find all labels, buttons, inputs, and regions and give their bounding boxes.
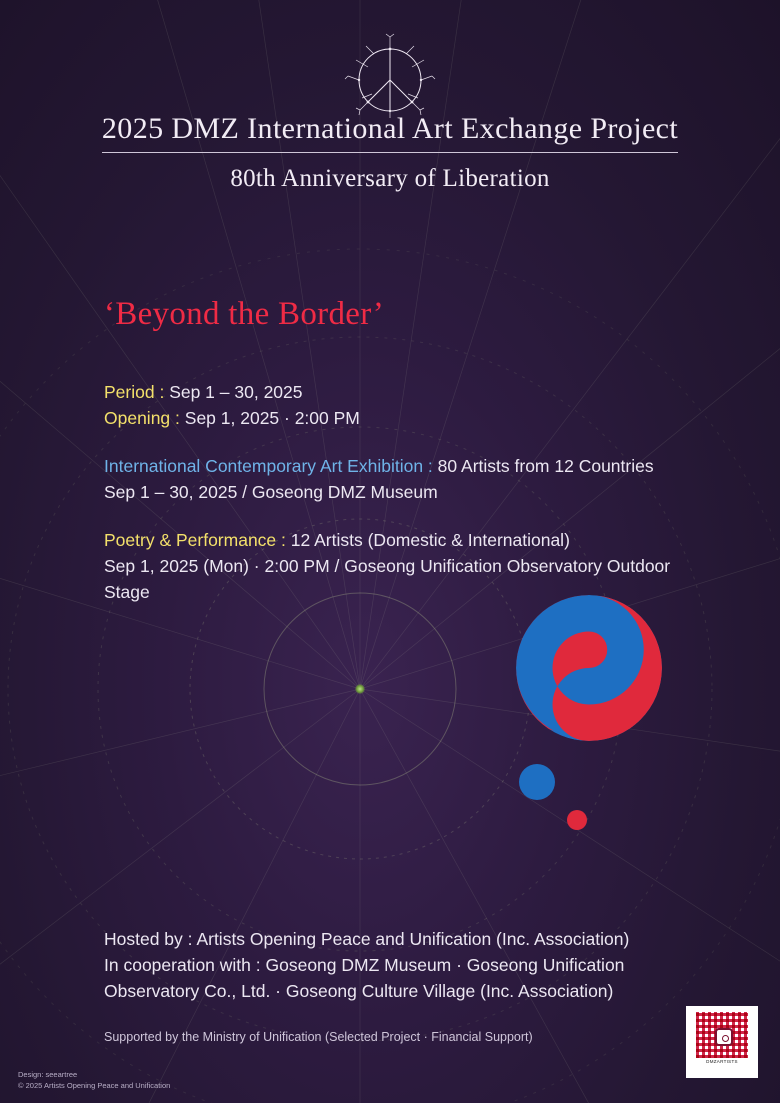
exhibition-theme: ‘Beyond the Border’ [104, 296, 385, 332]
design-credit: Design: seeartree [18, 1070, 78, 1079]
period-value: Sep 1 – 30, 2025 [169, 382, 303, 402]
poetry-group [104, 527, 704, 605]
peace-dandelion-emblem-icon [344, 32, 436, 123]
center-glow [355, 684, 365, 694]
hosted-label: Hosted by : [104, 929, 193, 949]
cooperation-line [104, 952, 684, 1004]
opening-value: Sep 1, 2025 · 2:00 PM [184, 408, 360, 428]
exhibition-label: International Contemporary Art Exhibition : [104, 456, 433, 476]
schedule-group [104, 379, 704, 431]
qr-pattern [696, 1012, 748, 1058]
poetry-detail: Sep 1, 2025 (Mon) · 2:00 PM / Goseong Unification Observatory Outdoor Stage [104, 556, 671, 602]
page-title: 2025 DMZ International Art Exchange Project [102, 112, 678, 153]
support-note: Supported by the Ministry of Unification (Selected Project · Financial Support) [104, 1030, 533, 1044]
poster-title-block [0, 112, 780, 193]
colophon [18, 1069, 170, 1091]
period-line [104, 379, 704, 405]
copyright-note: © 2025 Artists Opening Peace and Unification [18, 1081, 171, 1090]
hosted-line [104, 926, 684, 952]
poetry-label: Poetry & Performance : [104, 530, 286, 550]
period-label: Period : [104, 382, 165, 402]
instagram-icon [715, 1028, 733, 1046]
hosted-value: Artists Opening Peace and Unification (Inc. Association) [196, 929, 630, 949]
exhibition-value: 80 Artists from 12 Countries [437, 456, 654, 476]
qr-caption: DMZARTISTS [706, 1059, 738, 1064]
opening-label: Opening : [104, 408, 180, 428]
cooperation-label: In cooperation with : [104, 955, 261, 975]
blue-dot-accent [519, 764, 555, 800]
event-info-block [104, 379, 704, 605]
qr-code-icon[interactable] [686, 1006, 758, 1078]
poetry-value: 12 Artists (Domestic & International) [290, 530, 570, 550]
red-dot-accent [567, 810, 587, 830]
exhibition-line [104, 453, 704, 479]
exhibition-detail: Sep 1 – 30, 2025 / Goseong DMZ Museum [104, 482, 438, 502]
cooperation-value: Goseong DMZ Museum · Goseong Unification Observatory Co., Ltd. · Goseong Culture Village (Inc. Association) [104, 955, 625, 1001]
poetry-line [104, 527, 704, 553]
page-subtitle: 80th Anniversary of Liberation [230, 165, 550, 192]
credits-block [104, 926, 684, 1004]
taegeuk-swirl-icon [516, 595, 662, 741]
exhibition-group [104, 453, 704, 505]
opening-line [104, 405, 704, 431]
